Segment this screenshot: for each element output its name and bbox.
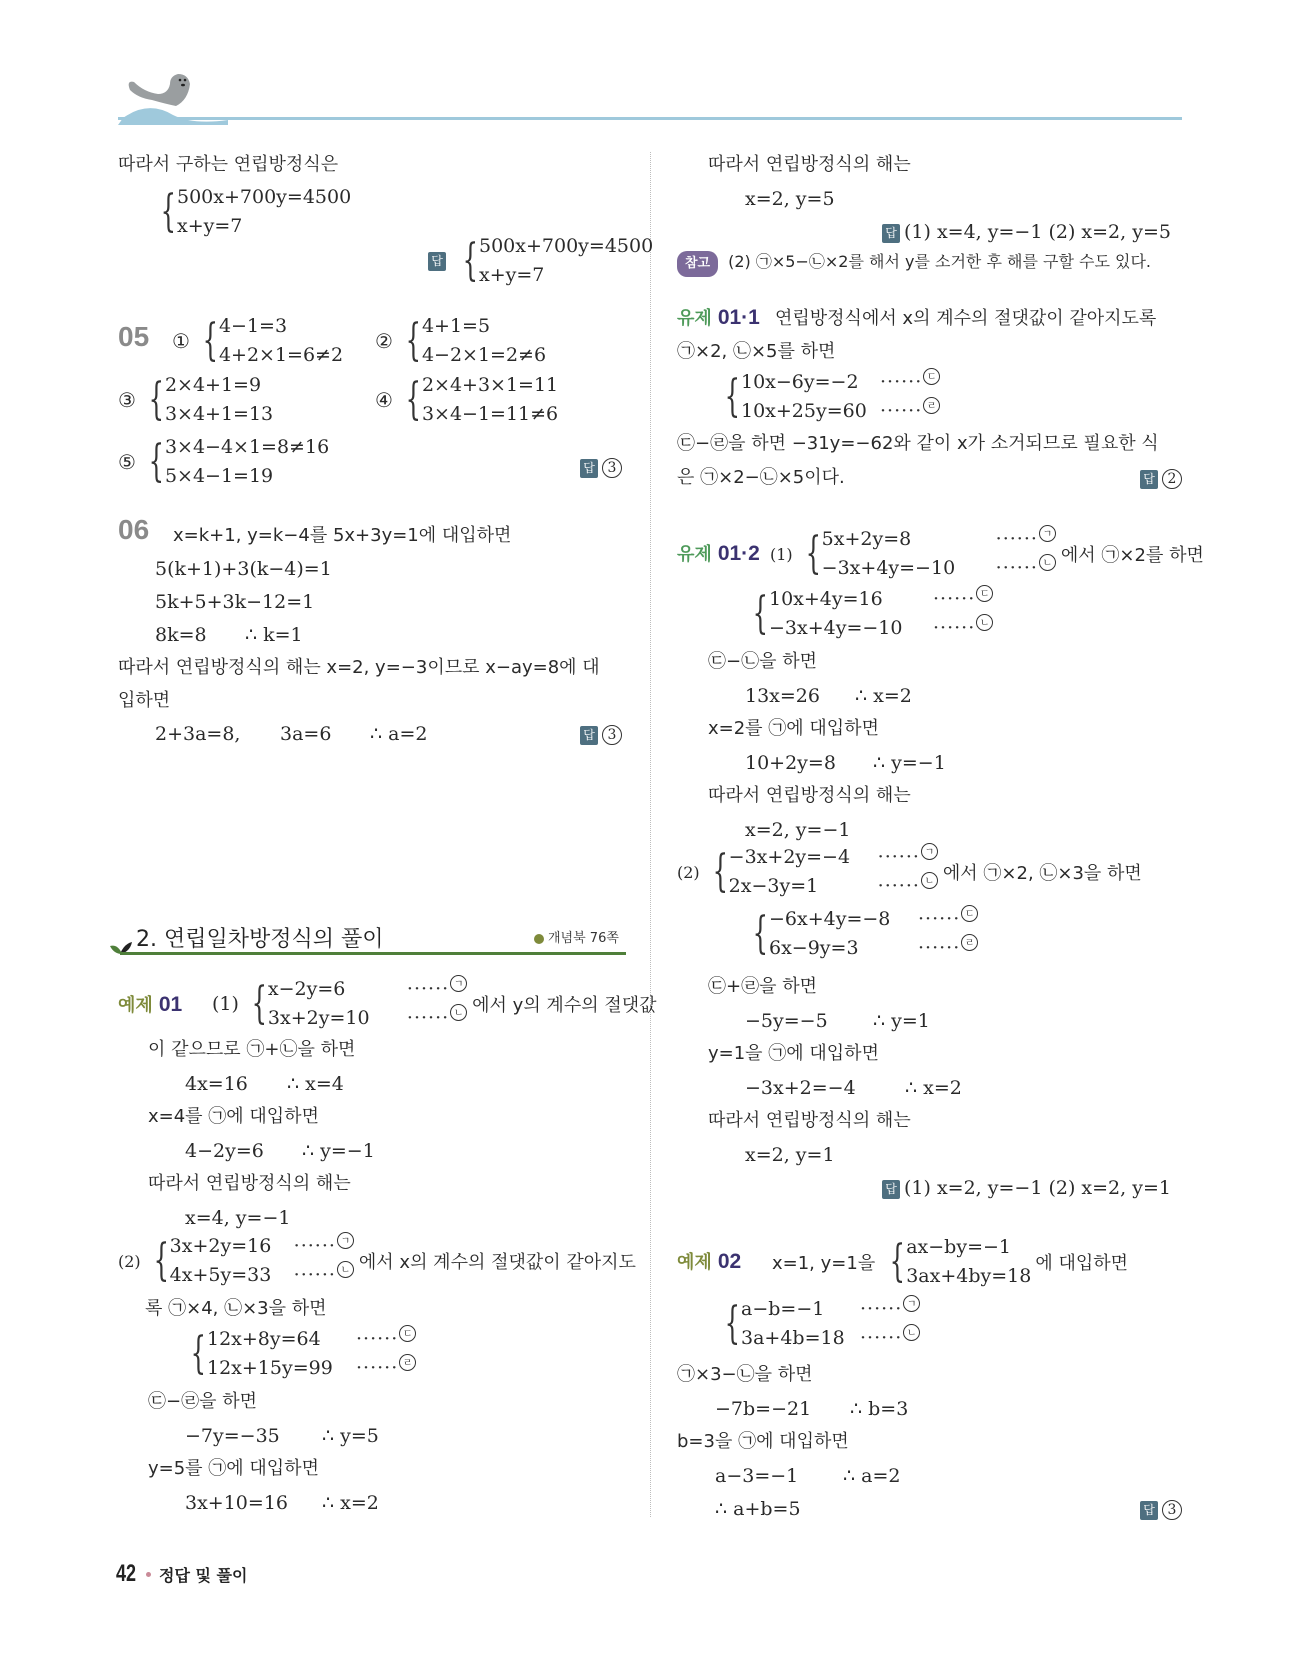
p06-line-6: 입하면 bbox=[118, 690, 171, 711]
option-3: ③ { 2×4+1=9 3×4+1=13 bbox=[118, 374, 274, 425]
section-rule bbox=[120, 952, 626, 955]
y012-line-10a: −3x+2=−4 bbox=[745, 1077, 856, 1099]
footer-title: 정답 및 풀이 bbox=[159, 1565, 248, 1585]
y012-line-12: x=2, y=1 bbox=[745, 1144, 835, 1166]
page-footer bbox=[116, 1560, 247, 1588]
r-line-2: x=2, y=5 bbox=[745, 188, 835, 210]
example-01-system-3: { 12x+8y=64 ······ ㄷ 12x+15y=99 ······ ㄹ bbox=[178, 1325, 417, 1383]
p06-line-5: 따라서 연립방정식의 해는 x=2, y=−3이므로 x−ay=8에 대 bbox=[118, 657, 600, 678]
ex02-line-6: ∴ a+b=5 bbox=[715, 1498, 801, 1520]
ex01-line-12b: ∴ x=2 bbox=[322, 1492, 379, 1514]
y011-line-2: ㉠×2, ㉡×5를 하면 bbox=[677, 341, 836, 362]
p06-line-4b: ∴ k=1 bbox=[245, 624, 303, 646]
ex01-line-12a: 3x+10=16 bbox=[185, 1492, 288, 1514]
p06-line-7b: 3a=6 bbox=[280, 723, 332, 745]
y011-line-1: 연립방정식에서 x의 계수의 절댓값이 같아지도록 bbox=[775, 308, 1157, 329]
bullet-icon bbox=[534, 934, 544, 944]
separator-dot bbox=[146, 1572, 151, 1577]
y012-line-4a: 10+2y=8 bbox=[745, 752, 836, 774]
y011-line-4: 은 ㉠×2−㉡×5이다. bbox=[677, 467, 845, 488]
ex01-line-2: 이 같으므로 ㉠+㉡을 하면 bbox=[148, 1039, 356, 1060]
ex01-line-9: ㉢−㉣을 하면 bbox=[148, 1391, 257, 1412]
y012-line-3: x=2를 ㉠에 대입하면 bbox=[708, 718, 879, 739]
y012-line-4b: ∴ y=−1 bbox=[873, 752, 946, 774]
ex01-line-4: x=4를 ㉠에 대입하면 bbox=[148, 1106, 319, 1127]
example-01-system-2: (2) { 3x+2y=16 ······ ㄱ 4x+5y=33 ······ ㄴ 에서 x의 계수의 절댓값이 같아지도 bbox=[118, 1232, 636, 1290]
exercise-01-2-system-4: { −6x+4y=−8 ······ ㄷ 6x−9y=3 ······ ㄹ bbox=[740, 905, 979, 963]
p06-line-1: x=k+1, y=k−4를 5x+3y=1에 대입하면 bbox=[173, 525, 512, 546]
column-divider bbox=[650, 152, 651, 1517]
concept-book-reference: 개념북 76쪽 bbox=[534, 927, 619, 946]
problem-number-05: 05 bbox=[118, 321, 150, 352]
answer-badge: 답 bbox=[428, 252, 446, 271]
leaf-icon bbox=[108, 940, 134, 958]
answer-y011: 답 2 bbox=[1140, 466, 1182, 490]
ex01-line-3b: ∴ x=4 bbox=[287, 1073, 344, 1095]
y012-line-2b: ∴ x=2 bbox=[855, 685, 912, 707]
example-02-system-2: { a−b=−1 ······ ㄱ 3a+4b=18 ······ ㄴ bbox=[712, 1295, 921, 1353]
exercise-01-2-system-2: { 10x+4y=16 ······ ㄷ −3x+4y=−10 ······ ㄴ bbox=[740, 585, 994, 643]
ex01-line-8: 록 ㉠×4, ㉡×3을 하면 bbox=[145, 1298, 327, 1319]
intro-text: 따라서 구하는 연립방정식은 bbox=[118, 154, 339, 175]
y012-line-8b: ∴ y=1 bbox=[873, 1010, 930, 1032]
answer-06: 답 3 bbox=[580, 722, 622, 746]
p06-line-7a: 2+3a=8, bbox=[155, 723, 241, 745]
y012-line-5: 따라서 연립방정식의 해는 bbox=[708, 785, 911, 806]
answer-y012: 답 (1) x=2, y=−1 (2) x=2, y=1 bbox=[882, 1176, 1171, 1200]
y012-line-9: y=1을 ㉠에 대입하면 bbox=[708, 1043, 879, 1064]
ex01-line-6: 따라서 연립방정식의 해는 bbox=[148, 1173, 351, 1194]
ex02-line-4: b=3을 ㉠에 대입하면 bbox=[677, 1431, 849, 1452]
exercise-01-2-system-1: (1) { 5x+2y=8 ······ ㄱ −3x+4y=−10 ······ ㄴ 에서 ㉠×2를 하면 bbox=[770, 525, 1204, 583]
exercise-01-2-system-3: (2) { −3x+2y=−4 ······ ㄱ 2x−3y=1 ······ ㄴ 에서 ㉠×2, ㉡×3을 하면 bbox=[677, 843, 1142, 901]
answer-ex01: 답 (1) x=4, y=−1 (2) x=2, y=5 bbox=[882, 220, 1171, 244]
ex02-line-3b: ∴ b=3 bbox=[850, 1398, 909, 1420]
ex01-line-7: x=4, y=−1 bbox=[185, 1207, 291, 1229]
exercise-01-1-system: { 10x−6y=−2 ······ ㄷ 10x+25y=60 ······ ㄹ bbox=[712, 368, 941, 426]
y012-line-11: 따라서 연립방정식의 해는 bbox=[708, 1110, 911, 1131]
example-01-system-1: (1) { x−2y=6 ······ ㄱ 3x+2y=10 ······ ㄴ 에서 y의 계수의 절댓값 bbox=[212, 975, 656, 1033]
option-1: ① { 4−1=3 4+2×1=6≠2 bbox=[172, 315, 344, 366]
y012-line-6: x=2, y=−1 bbox=[745, 819, 851, 841]
section-title: 2. 연립일차방정식의 풀이 bbox=[136, 927, 384, 952]
equation-system: { 500x+700y=4500 x+y=7 bbox=[160, 186, 352, 237]
exercise-01-2-label: 유제 01·2 bbox=[677, 542, 760, 565]
ex01-line-11: y=5를 ㉠에 대입하면 bbox=[148, 1458, 319, 1479]
y012-line-7: ㉢+㉣을 하면 bbox=[708, 976, 817, 997]
note: 참고 (2) ㉠×5−㉡×2를 해서 y를 소거한 후 해를 구할 수도 있다. bbox=[677, 250, 1151, 277]
header-rule bbox=[118, 117, 1182, 120]
example-02-label: 예제 02 bbox=[677, 1250, 742, 1273]
ex01-line-10b: ∴ y=5 bbox=[322, 1425, 379, 1447]
page-number: 42 bbox=[116, 1560, 137, 1587]
y012-line-2a: 13x=26 bbox=[745, 685, 820, 707]
p06-line-7c: ∴ a=2 bbox=[370, 723, 428, 745]
ex02-line-2: ㉠×3−㉡을 하면 bbox=[677, 1364, 813, 1385]
option-2: ② { 4+1=5 4−2×1=2≠6 bbox=[375, 315, 547, 366]
answer-05: 답 3 bbox=[580, 455, 622, 479]
ex02-line-5a: a−3=−1 bbox=[715, 1465, 799, 1487]
p06-line-2: 5(k+1)+3(k−4)=1 bbox=[155, 558, 332, 580]
p06-line-4a: 8k=8 bbox=[155, 624, 207, 646]
ex01-line-5a: 4−2y=6 bbox=[185, 1140, 264, 1162]
answer-ex02: 답 3 bbox=[1140, 1497, 1182, 1521]
ex01-line-10a: −7y=−35 bbox=[185, 1425, 280, 1447]
ex01-line-5b: ∴ y=−1 bbox=[302, 1140, 375, 1162]
y012-line-8a: −5y=−5 bbox=[745, 1010, 828, 1032]
ex02-line-5b: ∴ a=2 bbox=[843, 1465, 901, 1487]
y011-line-3: ㉢−㉣을 하면 −31y=−62와 같이 x가 소거되므로 필요한 식 bbox=[677, 433, 1159, 454]
y012-line-1: ㉢−㉡을 하면 bbox=[708, 651, 817, 672]
r-line-1: 따라서 연립방정식의 해는 bbox=[708, 154, 911, 175]
answer-block: 답 { 500x+700y=4500 x+y=7 bbox=[428, 232, 653, 290]
example-02-system-1: x=1, y=1을 { ax−by=−1 3ax+4by=18 에 대입하면 bbox=[772, 1236, 1129, 1287]
option-5: ⑤ { 3×4−4×1=8≠16 5×4−1=19 bbox=[118, 436, 330, 487]
y012-line-10b: ∴ x=2 bbox=[905, 1077, 962, 1099]
ex01-line-3a: 4x=16 bbox=[185, 1073, 248, 1095]
problem-number-06: 06 bbox=[118, 514, 150, 545]
ex02-line-3a: −7b=−21 bbox=[715, 1398, 812, 1420]
exercise-01-1-label: 유제 01·1 bbox=[677, 306, 760, 329]
p06-line-3: 5k+5+3k−12=1 bbox=[155, 591, 315, 613]
example-01-label: 예제 01 bbox=[118, 993, 183, 1016]
option-4: ④ { 2×4+3×1=11 3×4−1=11≠6 bbox=[375, 374, 559, 425]
